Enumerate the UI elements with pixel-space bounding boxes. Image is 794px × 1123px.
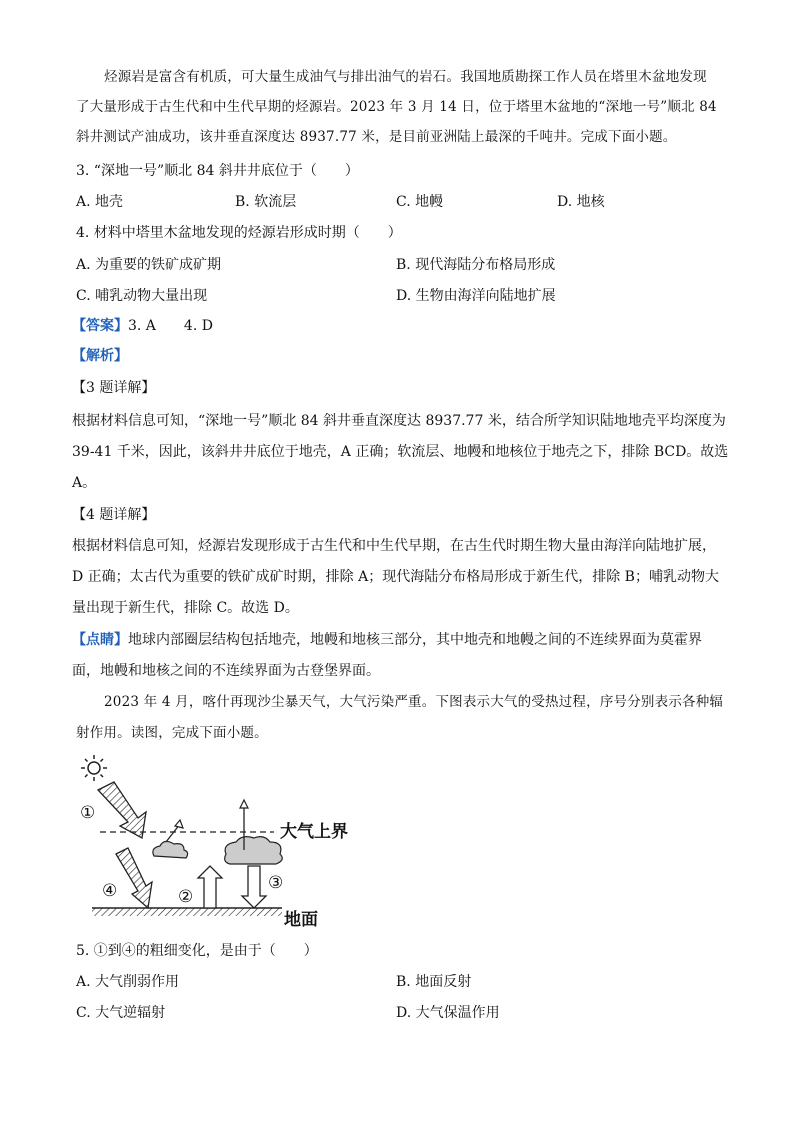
q3-option-a: A. 地壳 xyxy=(76,194,124,210)
comment-line1 xyxy=(72,630,702,650)
answer-text: 3. A 4. D xyxy=(128,318,213,334)
reflect-arrowhead xyxy=(175,820,183,828)
q5-option-c: C. 大气逆辐射 xyxy=(76,1005,166,1021)
sun-icon xyxy=(81,755,107,781)
diagram-svg xyxy=(62,750,362,930)
q4-stem: 4. 材料中塔里木盆地发现的烃源岩形成时期（ ） xyxy=(76,225,402,241)
q5-option-a: A. 大气削弱作用 xyxy=(76,974,180,990)
q5-option-b: B. 地面反射 xyxy=(396,974,472,990)
q4-option-b: B. 现代海陆分布格局形成 xyxy=(396,257,556,273)
label-3: ③ xyxy=(268,873,284,893)
comment-text1: 地球内部圈层结构包括地壳，地幔和地核三部分，其中地壳和地幔之间的不连续界面为莫霍界 xyxy=(128,632,702,648)
q5-option-d: D. 大气保温作用 xyxy=(396,1005,500,1021)
detail3-line2: 39-41 千米，因此，该斜井井底位于地壳，A 正确；软流层、地幔和地核位于地壳之下，排除 BCD。故选 xyxy=(72,444,729,460)
label-4: ④ xyxy=(102,881,118,901)
q4-option-c: C. 哺乳动物大量出现 xyxy=(76,288,208,304)
answer-block xyxy=(72,316,213,336)
label-ground: 地面 xyxy=(284,910,318,930)
arrow-3-atmospheric-counter-radiation xyxy=(242,866,266,908)
atmosphere-heating-diagram xyxy=(62,750,362,930)
passage2-line1: 2023 年 4 月，喀什再现沙尘暴天气，大气污染严重。下图表示大气的受热过程，序号分别表示各种辐 xyxy=(104,694,724,710)
passage1-line1: 烃源岩是富含有机质，可大量生成油气与排出油气的岩石。我国地质勘探工作人员在塔里木盆地发现 xyxy=(104,69,707,85)
up-arrow-top-head xyxy=(240,800,248,808)
q3-option-d: D. 地核 xyxy=(557,194,605,210)
cloud-small-icon xyxy=(153,841,188,858)
label-1: ① xyxy=(80,803,96,823)
arrow-2-ground-radiation xyxy=(198,866,222,908)
label-2: ② xyxy=(178,887,194,907)
q3-stem: 3. “深地一号”顺北 84 斜井井底位于（ ） xyxy=(76,163,359,179)
comment-label: 【点睛】 xyxy=(72,632,128,648)
q4-option-d: D. 生物由海洋向陆地扩展 xyxy=(396,288,556,304)
passage1-line2: 了大量形成于古生代和中生代早期的烃源岩。2023 年 3 月 14 日，位于塔里木盆地的“深地一号”顺北 84 xyxy=(76,99,717,115)
q4-option-a: A. 为重要的铁矿成矿期 xyxy=(76,257,222,273)
analysis-block xyxy=(72,346,128,366)
detail3-line1: 根据材料信息可知，“深地一号”顺北 84 斜井垂直深度达 8937.77 米，结合所学知识陆地地壳平均深度为 xyxy=(72,413,726,429)
q5-stem: 5. ①到④的粗细变化，是由于（ ） xyxy=(76,943,318,959)
detail3-label: 【3 题详解】 xyxy=(72,380,156,396)
ground-hatch xyxy=(92,908,282,916)
detail4-label: 【4 题详解】 xyxy=(72,507,156,523)
label-atmosphere-top: 大气上界 xyxy=(280,822,348,842)
arrow-4-surface-radiation xyxy=(116,848,152,908)
arrow-1-solar-radiation xyxy=(98,782,146,838)
comment-line2: 面，地幔和地核之间的不连续界面为古登堡界面。 xyxy=(72,663,380,679)
cloud-large-icon xyxy=(225,837,283,864)
detail4-line3: 量出现于新生代，排除 C。故选 D。 xyxy=(72,600,299,616)
detail4-line2: D 正确；太古代为重要的铁矿成矿时期，排除 A；现代海陆分布格局形成于新生代，排除 B；哺乳动物大 xyxy=(72,569,719,585)
analysis-label: 【解析】 xyxy=(72,348,128,364)
q3-option-b: B. 软流层 xyxy=(235,194,297,210)
detail4-line1: 根据材料信息可知，烃源岩发现形成于古生代和中生代早期，在古生代时期生物大量由海洋向陆地扩展， xyxy=(72,538,716,554)
q3-option-c: C. 地幔 xyxy=(396,194,444,210)
passage2-line2: 射作用。读图，完成下面小题。 xyxy=(76,725,268,741)
detail3-line3: A。 xyxy=(72,475,97,491)
passage1-line3: 斜井测试产油成功，该井垂直深度达 8937.77 米，是目前亚洲陆上最深的千吨井。完成下面小题。 xyxy=(76,129,677,145)
answer-label: 【答案】 xyxy=(72,318,128,334)
